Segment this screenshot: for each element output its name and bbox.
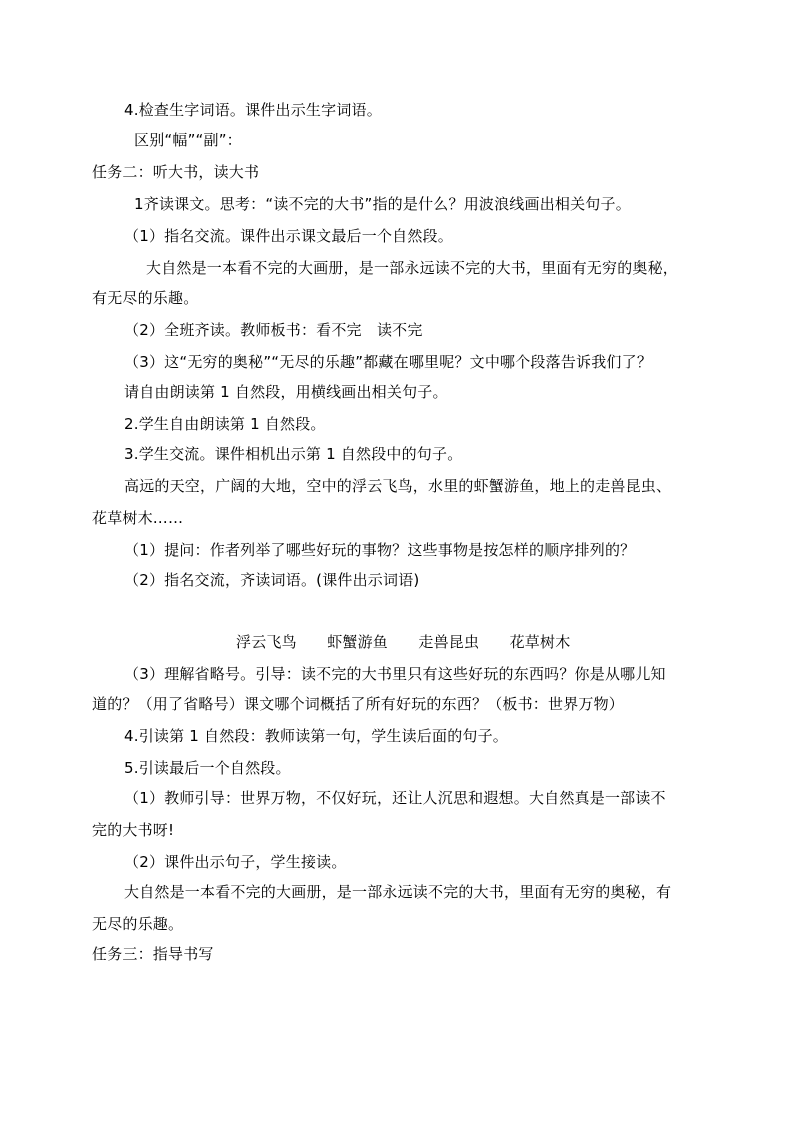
step-check-words: 4.检查生字词语。课件出示生字词语。 [124,101,382,119]
substep-ask: （1）提问：作者列举了哪些好玩的事物？这些事物是按怎样的顺序排列的？ [124,541,636,559]
quote-sky: 高远的天空，广阔的大地，空中的浮云飞鸟，水里的虾蟹游鱼，地上的走兽昆虫、 [124,477,672,495]
step-free-read: 2.学生自由朗读第 1 自然段。 [124,415,326,433]
quote-nature-2: 大自然是一本看不完的大画册，是一部永远读不完的大书，里面有无穷的奥秘，有 [124,883,672,901]
substep-show-sentence: （2）课件出示句子，学生接读。 [124,853,347,871]
substep-teacher-guide-cont: 完的大书呀! [92,821,175,839]
quote-nature-1-cont: 有无尽的乐趣。 [92,289,199,307]
step-lead-read-last: 5.引读最后一个自然段。 [124,759,291,777]
substep-exchange: （1）指名交流。课件出示课文最后一个自然段。 [124,227,453,245]
task-three-heading: 任务三：指导书写 [92,945,214,963]
task-two-heading: 任务二：听大书，读大书 [92,163,260,181]
substep-question: （3）这“无穷的奥秘”“无尽的乐趣”都藏在哪里呢？文中哪个段落告诉我们了？ [124,353,653,371]
quote-sky-cont: 花草树木…… [92,509,184,527]
substep-ellipsis: （3）理解省略号。引导：读不完的大书里只有这些好玩的东西吗？你是从哪儿知 [124,665,666,683]
step-exchange: 3.学生交流。课件相机出示第 1 自然段中的句子。 [124,445,463,463]
distinguish-characters: 区别“幅”“副”： [134,131,242,149]
step-read-aloud: 1齐读课文。思考：“读不完的大书”指的是什么？用波浪线画出相关句子。 [134,195,631,213]
instruction-read-para-1: 请自由朗读第 1 自然段，用横线画出相关句子。 [124,383,448,401]
quote-nature-2-cont: 无尽的乐趣。 [92,915,184,933]
substep-teacher-guide: （1）教师引导：世界万物，不仅好玩，还让人沉思和遐想。大自然真是一部读不 [124,789,666,807]
substep-class-read: （2）全班齐读。教师板书：看不完 读不完 [124,321,423,339]
step-lead-read-para-1: 4.引读第 1 自然段：教师读第一句，学生读后面的句子。 [124,727,508,745]
substep-read-words: （2）指名交流，齐读词语。(课件出示词语) [124,571,420,589]
substep-ellipsis-cont: 道的？（用了省略号）课文哪个词概括了所有好玩的东西？（板书：世界万物） [92,695,625,713]
word-list: 浮云飞鸟 虾蟹游鱼 走兽昆虫 花草树木 [236,633,571,651]
quote-nature-1: 大自然是一本看不完的大画册，是一部永远读不完的大书，里面有无穷的奥秘， [146,259,679,277]
